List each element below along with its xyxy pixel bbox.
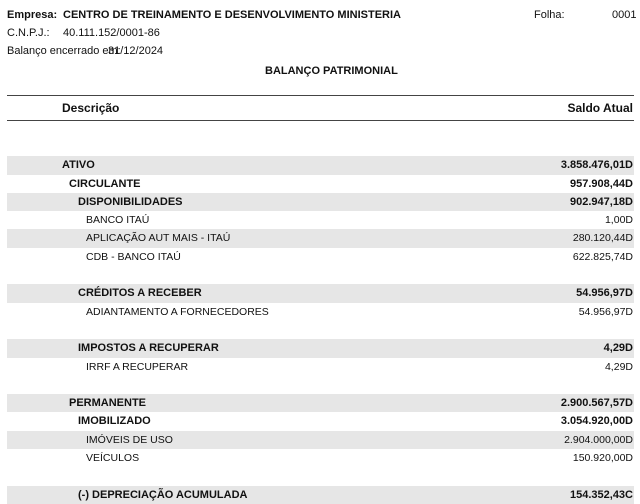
- spacer-row: [7, 376, 634, 394]
- account-description: ADIANTAMENTO A FORNECEDORES: [86, 305, 269, 318]
- balanco-date: 31/12/2024: [108, 45, 164, 57]
- column-header-descricao: Descrição: [62, 101, 120, 115]
- table-row: [7, 284, 634, 302]
- table-row: [7, 431, 634, 449]
- empresa-value: CENTRO DE TREINAMENTO E DESENVOLVIMENTO MINISTERIA: [63, 9, 401, 21]
- account-balance: 54.956,97D: [578, 305, 633, 318]
- account-balance: 3.054.920,00D: [560, 415, 633, 428]
- header-rule-bottom: [7, 120, 634, 121]
- account-description: CDB - BANCO ITAÚ: [86, 250, 181, 263]
- account-balance: 622.825,74D: [572, 250, 633, 263]
- table-row: [7, 339, 634, 357]
- report-title: BALANÇO PATRIMONIAL: [265, 65, 398, 77]
- table-row: [7, 449, 634, 467]
- account-balance: 902.947,18D: [570, 195, 633, 208]
- account-balance: 957.908,44D: [570, 177, 633, 190]
- account-balance: 1,00D: [604, 214, 633, 227]
- folha-label: Folha:: [534, 9, 565, 21]
- account-balance: 2.904.000,00D: [564, 433, 633, 446]
- account-balance: 3.858.476,01D: [560, 159, 633, 172]
- spacer-row: [7, 138, 634, 156]
- account-description: PERMANENTE: [69, 397, 147, 410]
- account-description: IMOBILIZADO: [78, 415, 151, 428]
- header-rule-top: [7, 95, 634, 96]
- account-balance: 280.120,44D: [572, 232, 633, 245]
- table-row: [7, 486, 634, 504]
- account-description: CRÉDITOS A RECEBER: [78, 287, 202, 300]
- account-description: IRRF A RECUPERAR: [86, 360, 189, 373]
- spacer-row: [7, 467, 634, 485]
- account-balance: 150.920,00D: [572, 452, 633, 465]
- account-description: CIRCULANTE: [69, 177, 141, 190]
- account-balance: 2.900.567,57D: [560, 397, 633, 410]
- cnpj-value: 40.111.152/0001-86: [63, 27, 160, 39]
- account-description: APLICAÇÃO AUT MAIS - ITAÚ: [86, 232, 231, 245]
- empresa-label: Empresa:: [7, 9, 58, 21]
- table-row: [7, 303, 634, 321]
- account-description: VEÍCULOS: [86, 452, 140, 465]
- column-header-saldo: Saldo Atual: [567, 101, 633, 115]
- table-row: [7, 211, 634, 229]
- table-row: [7, 229, 634, 247]
- account-description: BANCO ITAÚ: [86, 214, 150, 227]
- cnpj-label: C.N.P.J.:: [7, 27, 50, 39]
- account-description: ATIVO: [62, 159, 95, 172]
- table-row: [7, 394, 634, 412]
- account-balance: 4,29D: [604, 360, 633, 373]
- table-row: [7, 175, 634, 193]
- folha-value: 0001: [612, 9, 637, 21]
- balanco-label: Balanço encerrado em:: [7, 45, 121, 57]
- account-balance: 54.956,97D: [576, 287, 633, 300]
- table-row: [7, 358, 634, 376]
- table-row: [7, 156, 634, 174]
- spacer-row: [7, 321, 634, 339]
- account-description: IMÓVEIS DE USO: [86, 433, 173, 446]
- balance-table: [7, 138, 634, 504]
- table-row: [7, 193, 634, 211]
- account-balance: 4,29D: [603, 342, 633, 355]
- table-row: [7, 412, 634, 430]
- account-balance: 154.352,43C: [570, 488, 633, 501]
- spacer-row: [7, 266, 634, 284]
- account-description: (-) DEPRECIAÇÃO ACUMULADA: [78, 488, 248, 501]
- table-row: [7, 248, 634, 266]
- account-description: IMPOSTOS A RECUPERAR: [78, 342, 219, 355]
- account-description: DISPONIBILIDADES: [78, 195, 183, 208]
